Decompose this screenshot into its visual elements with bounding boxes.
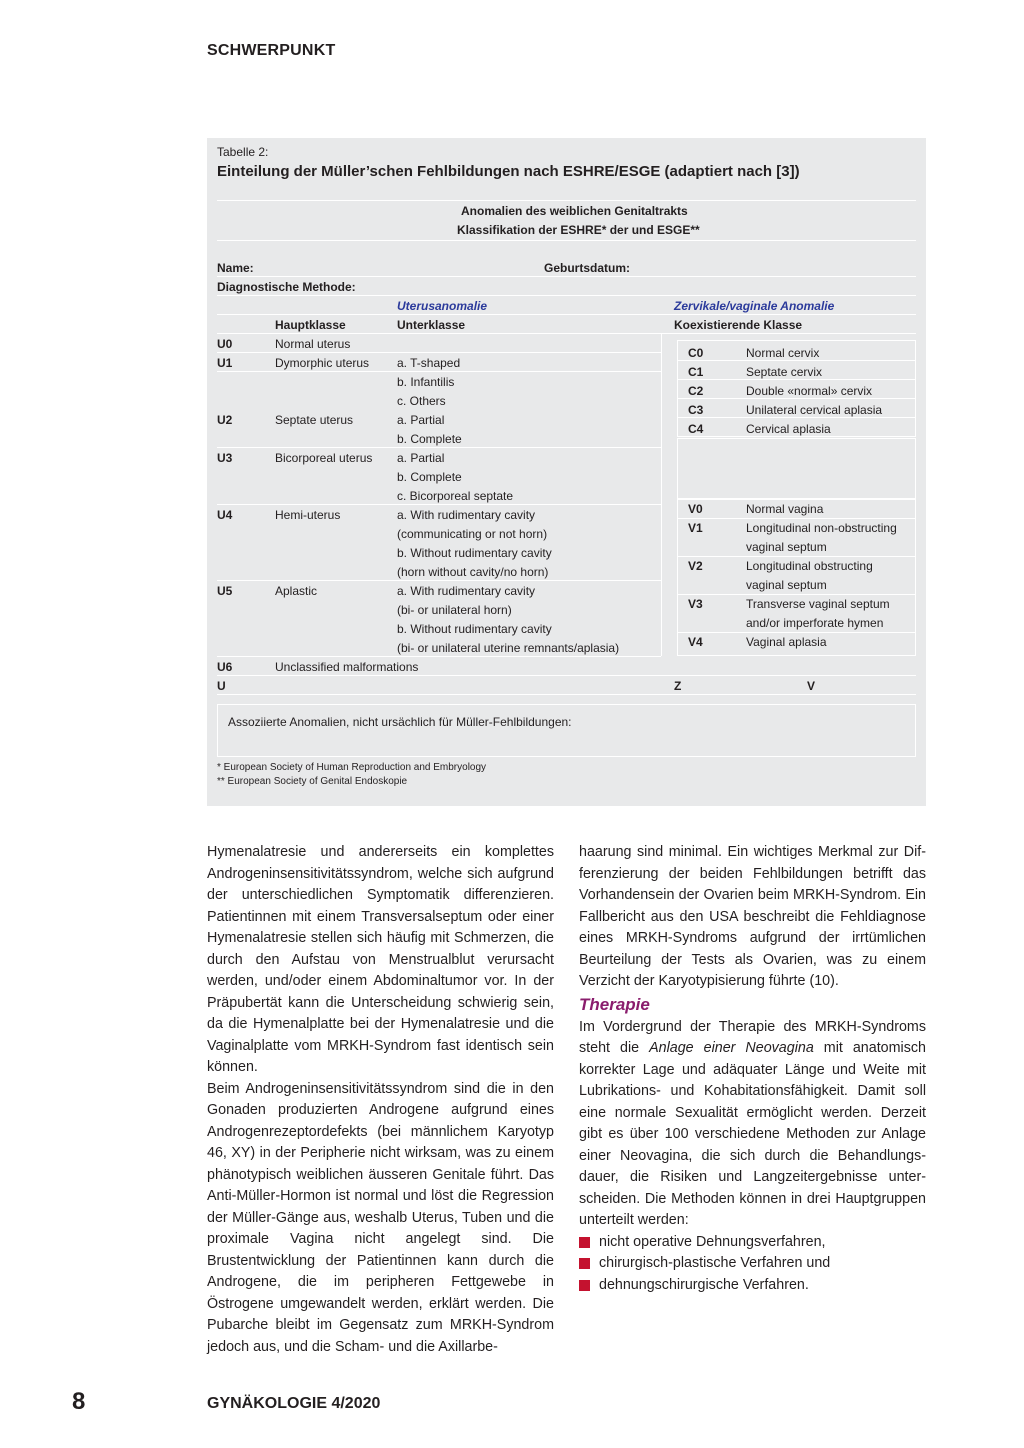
- v-code: V4: [688, 635, 703, 649]
- vagina-box: [677, 498, 916, 656]
- paragraph: haarung sind minimal. Ein wichtiges Merkmal zur Differenzierung der beiden Fehlbildungen betrifft das Vorhandensein der Ovarien beim MRKH-Syndrom. Ein Fallbericht aus den USA beschreibt die Fehldiagnose eines MRKH-Syndroms aufgrund der irrtümlichen Beurteilung der Tests als Ovarien, was zu einem Verzicht der Karyotypisierung führte (10).: [579, 844, 926, 989]
- section-title: Therapie: [579, 994, 650, 1014]
- u-code: U2: [217, 413, 233, 427]
- v-code: V2: [688, 559, 703, 573]
- v-name: Normal vagina: [746, 502, 824, 516]
- list-item: [579, 1275, 926, 1297]
- list-item: [579, 1232, 926, 1254]
- cervical-section-title: Zervikale/vaginale Anomalie: [674, 299, 835, 313]
- u-name: Unclassified malformations: [275, 660, 419, 674]
- u-subclass: b. Infantilis: [397, 375, 455, 389]
- summary-u: U: [217, 679, 226, 693]
- c-name: Unilateral cervical aplasia: [746, 403, 883, 417]
- table-heading-2: Klassifikation der ESHRE* der und ESGE**: [457, 223, 700, 237]
- table-title: Einteilung der Müller’schen Fehlbildungen nach ESHRE/ESGE (adaptiert nach [3]): [217, 163, 800, 180]
- u-code: U3: [217, 451, 233, 465]
- u-name: Dymorphic uterus: [275, 356, 370, 370]
- u-subclass: b. Complete: [397, 432, 462, 446]
- u-code: U4: [217, 508, 233, 522]
- v-name: Vaginal aplasia: [746, 635, 827, 649]
- divider: [217, 200, 916, 201]
- emphasis: Anlage einer Neovagina: [649, 1040, 814, 1056]
- summary-z: Z: [674, 679, 682, 693]
- method-label: Diagnostische Methode:: [217, 280, 356, 294]
- u-name: Hemi-uterus: [275, 508, 341, 522]
- v-name-2: vaginal septum: [746, 540, 827, 554]
- v-name: Longitudinal obstructing: [746, 559, 873, 573]
- section-header: SCHWERPUNKT: [207, 42, 336, 59]
- paragraph: Hymenalatresie und andererseits ein komplettes Androgeninsensitivitätssyndrom, welche sich aufgrund der unterschiedlichen Symptomatik differenzieren. Patientinnen mit einem Transversalseptum oder einer Hymenalatresie stellen sich häufig mit Schmerzen, die durch den Aufstau von Menstrualblut verursacht werden, und/oder einem Abdominaltumor vor. In der Präpubertät kann die Unterscheidung schwierig sein, da die Hymenalplatte bei der Hymenalatresie und die Vaginalplatte vom MRKH-Syndrom fast identisch sein können.: [207, 844, 554, 1075]
- u-subclass: a. Partial: [397, 413, 445, 427]
- u-name: Normal uterus: [275, 337, 351, 351]
- v-code: V0: [688, 502, 703, 516]
- uterus-section-title: Uterusanomalie: [397, 299, 488, 313]
- u-subclass: a. With rudimentary cavity: [397, 584, 536, 598]
- c-code: C4: [688, 422, 704, 436]
- c-name: Septate cervix: [746, 365, 823, 379]
- text-run: Im Vordergrund der Therapie des MRKH-Syndroms steht die: [579, 1018, 926, 1056]
- v-name-2: vaginal septum: [746, 578, 827, 592]
- bullet-square-icon: [579, 1280, 590, 1291]
- page-number: 8: [72, 1388, 86, 1415]
- birthdate-label: Geburtsdatum:: [544, 261, 631, 275]
- v-name-2: and/or imperforate hymen: [746, 616, 884, 630]
- u-code: U1: [217, 356, 233, 370]
- c-code: C3: [688, 403, 704, 417]
- u-subclass: b. Without rudimentary cavity: [397, 546, 552, 560]
- u-subclass: a. Partial: [397, 451, 445, 465]
- name-label: Name:: [217, 261, 254, 275]
- journal-footer: GYNÄKOLOGIE 4/2020: [207, 1395, 381, 1412]
- c-name: Double «normal» cervix: [746, 384, 873, 398]
- footnote-2: ** European Society of Genital Endoskopie: [217, 776, 408, 787]
- c-name: Cervical aplasia: [746, 422, 831, 436]
- u-subclass: a. With rudimentary cavity: [397, 508, 536, 522]
- col-sub-class: Unterklasse: [397, 318, 466, 332]
- c-code: C2: [688, 384, 704, 398]
- u-name: Septate uterus: [275, 413, 354, 427]
- associated-label: Assoziierte Anomalien, nicht ursächlich für Müller-Fehlbildungen:: [228, 715, 572, 729]
- list-item: [579, 1253, 926, 1275]
- v-name: Transverse vaginal septum: [746, 597, 890, 611]
- u-code: U6: [217, 660, 233, 674]
- divider: [217, 240, 916, 241]
- c-code: C0: [688, 346, 704, 360]
- c-name: Normal cervix: [746, 346, 820, 360]
- paragraph: Beim Androgeninsensitivitätssyndrom sind die in den Gonaden produzierten Androgene aufgrund eines Androgenrezeptordefekts (bei männlichem Karyotyp 46, XY) in der Peripherie nicht wirksam, was zu einem phänotypisch weiblichen äusseren Genitale führt. Das Anti-Müller-Hormon ist normal und löst die Regression der Müller-Gänge aus, weshalb Uterus, Tuben und die proximale Vagina nicht angelegt sind. Die Brustentwicklung der Patientinnen kann durch die Androgene, die im peripheren Fettgewebe in Östrogene umgewandelt werden, erklärt werden. Die Pubarche bleibt im Gegensatz zum MRKH-Syndrom jedoch aus, und die Scham- und die Axillarbe-: [207, 1080, 554, 1355]
- u-subclass: (horn without cavity/no horn): [397, 565, 549, 579]
- table-label: Tabelle 2:: [217, 145, 269, 159]
- list-item-text: dehnungschirurgische Verfahren.: [599, 1276, 809, 1293]
- u-subclass: c. Bicorporeal septate: [397, 489, 514, 503]
- text-column-left: [207, 842, 554, 1358]
- v-name: Longitudinal non-obstructing: [746, 521, 897, 535]
- classification-table: [207, 138, 926, 806]
- summary-v: V: [807, 679, 816, 693]
- table-heading-1: Anomalien des weiblichen Genitaltrakts: [461, 204, 688, 218]
- u-subclass: (bi- or unilateral uterine remnants/aplasia): [397, 641, 620, 655]
- footnote-1: * European Society of Human Reproduction and Embryology: [217, 762, 487, 773]
- v-code: V1: [688, 521, 703, 535]
- u-name: Aplastic: [275, 584, 318, 598]
- u-code: U0: [217, 337, 233, 351]
- u-subclass: (bi- or unilateral horn): [397, 603, 512, 617]
- list-item-text: nicht operative Dehnungsverfahren,: [599, 1233, 826, 1250]
- u-name: Bicorporeal uterus: [275, 451, 373, 465]
- text-run: mit anatomisch korrekter Lage und adäquater Länge und Weite mit Lubrikations- und Kohabitationsfähigkeit. Damit soll eine normale Sexualität ermöglicht werden. Derzeit gibt es über 100 verschiedene Methoden zur Anlage einer Neovagina, die sich durch die Behandlungsdauer, die Risiken und Langzeitergebnisse unterscheiden. Die Methoden können in drei Hauptgruppen unterteilt werden:: [579, 1040, 926, 1228]
- paragraph: [579, 1017, 926, 1232]
- col-main-class: Hauptklasse: [275, 318, 346, 332]
- divider: [661, 333, 662, 656]
- u-subclass: (communicating or not horn): [397, 527, 548, 541]
- u-code: U5: [217, 584, 233, 598]
- list-item-text: chirurgisch-plastische Verfahren und: [599, 1255, 831, 1271]
- c-code: C1: [688, 365, 704, 379]
- u-subclass: a. T-shaped: [397, 356, 461, 370]
- u-subclass: b. Complete: [397, 470, 462, 484]
- bullet-square-icon: [579, 1258, 590, 1269]
- u-subclass: c. Others: [397, 394, 446, 408]
- associated-anomalies-box: [217, 704, 916, 757]
- col-coexist-class: Koexistierende Klasse: [674, 318, 803, 332]
- method-list: [579, 1232, 926, 1297]
- v-code: V3: [688, 597, 703, 611]
- u-subclass: b. Without rudimentary cavity: [397, 622, 552, 636]
- bullet-square-icon: [579, 1237, 590, 1248]
- text-column-right: [579, 842, 926, 1296]
- cervix-box: [677, 340, 916, 437]
- empty-box: [677, 438, 916, 500]
